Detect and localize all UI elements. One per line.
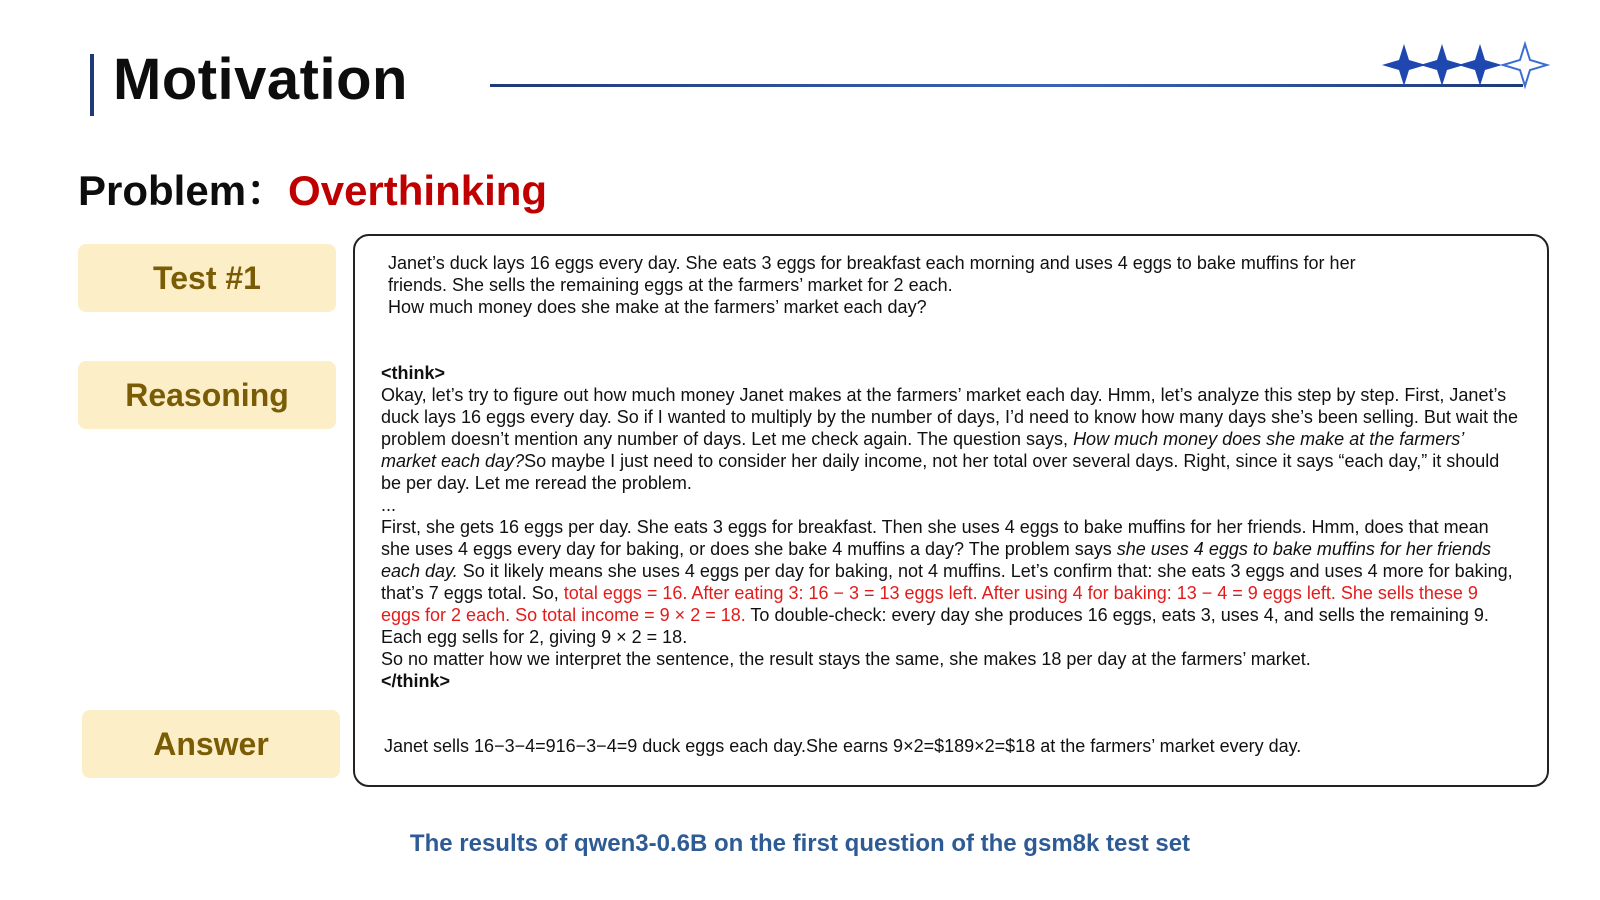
star-outline-icon bbox=[1503, 44, 1547, 86]
think-open-tag: <think> bbox=[381, 363, 446, 383]
star-filled-icon bbox=[1420, 44, 1464, 86]
reasoning-paragraph bbox=[381, 516, 1521, 648]
reasoning-label: Reasoning bbox=[78, 361, 336, 429]
question-line: How much money does she make at the farmers’ market each day? bbox=[388, 297, 927, 317]
star-filled-icon bbox=[1382, 44, 1426, 86]
reasoning-paragraph bbox=[381, 384, 1521, 494]
reasoning-quote-italic: she uses 4 eggs to bake muffins for her friends each day. bbox=[381, 539, 1491, 581]
question-text bbox=[388, 252, 1518, 318]
reasoning-ellipsis: ... bbox=[381, 495, 397, 515]
test-label: Test #1 bbox=[78, 244, 336, 312]
reasoning-highlight: total eggs = 16. After eating 3: 16 − 3 = 13 eggs left. After using 4 for baking: 13 − 4 = 9 eggs left. She sells these 9 eggs for 2 each. So total income = 9 × 2 = 18. bbox=[381, 583, 1478, 625]
answer-label: Answer bbox=[82, 710, 340, 778]
star-filled-icon bbox=[1458, 44, 1502, 86]
problem-heading bbox=[78, 158, 547, 218]
title-accent-bar bbox=[90, 54, 94, 116]
reasoning-text-span: To double-check: every day she produces 16 eggs, eats 3, uses 4, and sells the remaining 9. Each egg sells for 2, giving 9 × 2 = 18. bbox=[381, 605, 1489, 647]
question-line: Janet’s duck lays 16 eggs every day. She eats 3 eggs for breakfast each morning and uses 4 eggs to bake muffins for her bbox=[388, 253, 1356, 273]
answer-text: Janet sells 16−3−4=916−3−4=9 duck eggs each day.She earns 9×2=$189×2=$18 at the farmers’ market every day. bbox=[384, 736, 1302, 756]
reasoning-paragraph: So no matter how we interpret the sentence, the result stays the same, she makes 18 per day at the farmers’ market. bbox=[381, 649, 1311, 669]
figure-caption: The results of qwen3-0.6B on the first question of the gsm8k test set bbox=[409, 830, 1191, 857]
reasoning-text bbox=[381, 362, 1521, 692]
reasoning-text-span: So it likely means she uses 4 eggs per day for baking, not 4 muffins. Let’s confirm that: she eats 3 eggs and uses 4 more for baking, that’s 7 eggs total. So, bbox=[381, 561, 1513, 603]
think-close-tag: </think> bbox=[381, 671, 451, 691]
slide-title: Motivation bbox=[113, 47, 408, 112]
reasoning-text-span: First, she gets 16 eggs per day. She eats 3 eggs for breakfast. Then she uses 4 eggs to bake muffins for her friends. Hmm, does that mean she uses 4 eggs every day for baking, or does she bake 4 muffins a day? The problem says bbox=[381, 517, 1489, 559]
reasoning-text-span: So maybe I just need to consider her daily income, not her total over several days. Right, since it says “each day,” it should be per day. Let me reread the problem. bbox=[381, 451, 1500, 493]
title-divider bbox=[490, 84, 1523, 87]
problem-label: Problem： bbox=[78, 167, 289, 214]
problem-value: Overthinking bbox=[288, 167, 548, 214]
stars-decoration bbox=[1380, 40, 1550, 90]
question-line: friends. She sells the remaining eggs at the farmers’ market for 2 each. bbox=[388, 275, 953, 295]
reasoning-quote-italic: How much money does she make at the farmers’ market each day? bbox=[381, 429, 1464, 471]
reasoning-text-span: Okay, let’s try to figure out how much money Janet makes at the farmers’ market each day. Hmm, let’s analyze this step by step. First, Janet’s duck lays 16 eggs every day. So if I wanted to multiply by the number of days, I’d need to know how many days she’s been selling. But wait the problem doesn’t mention any number of days. Let me check again. The question says, bbox=[381, 385, 1518, 449]
